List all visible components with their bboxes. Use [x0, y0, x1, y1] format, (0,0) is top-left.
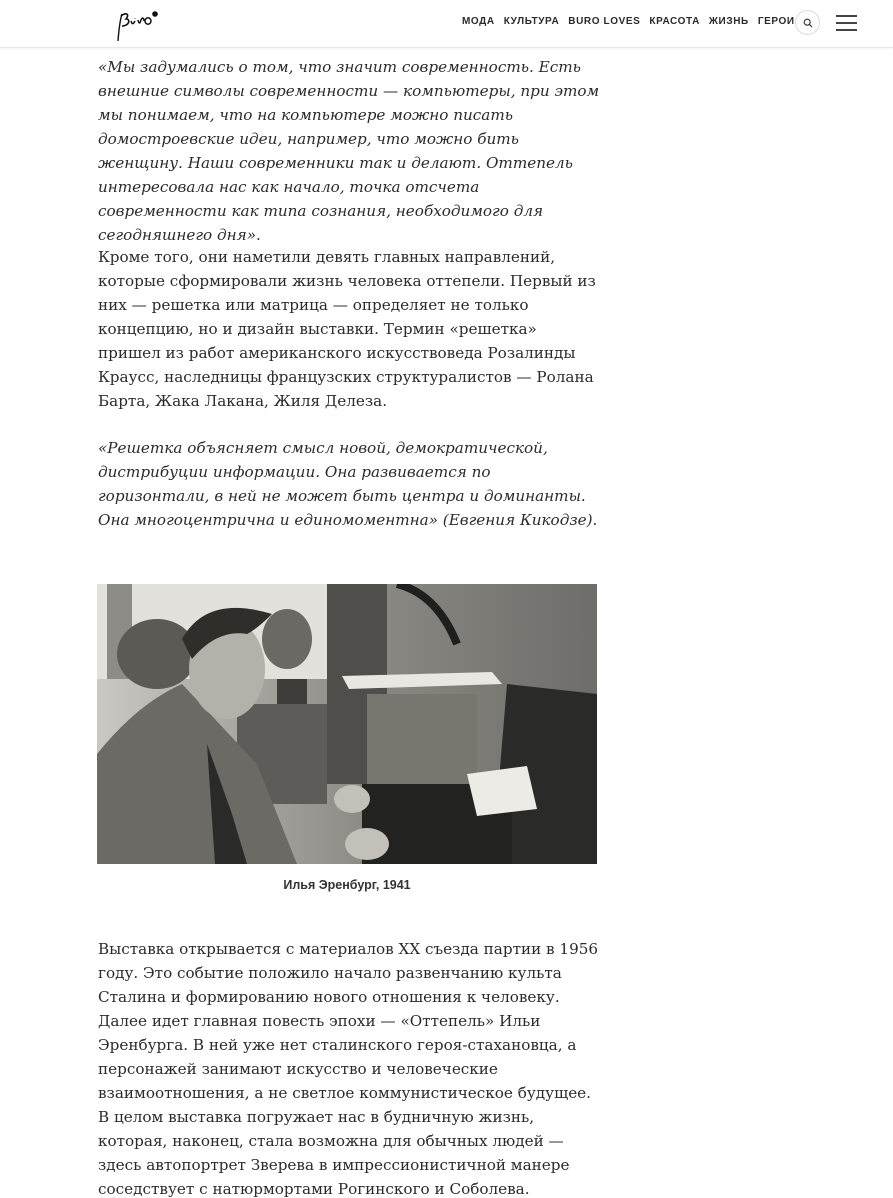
- body-paragraph: Выставка открывается с материалов XX съезда партии в 1956 году. Это событие положило начало развенчанию культа Сталина и формированию нового отношения к человеку. Далее идет главная повесть эпохи — «Оттепель» Ильи Эренбурга. В ней уже нет сталинского героя-стахановца, а персонажей занимают искусство и человеческие взаимоотношения, а не светлое коммунистическое будущее. В целом выставка погружает нас в будничную жизнь, которая, наконец, стала возможна для обычных людей — здесь автопортрет Зверева в импрессионистичной манере соседствует с натюрмортами Рогинского и Соболева.: [98, 940, 599, 1198]
- nav-item-moda[interactable]: МОДА: [462, 16, 495, 27]
- nav-item-geroi[interactable]: ГЕРОИ: [757, 16, 795, 27]
- nav-item-buro-loves[interactable]: BURO LOVES: [568, 16, 641, 27]
- body-paragraph: Кроме того, они наметили девять главных направлений, которые сформировали жизнь человека оттепели. Первый из них — решетка или матрица — определяет не только концепцию, но и дизайн выставки. Термин «решетка» пришел из работ американского искусствоведа Розалинды Краусс, наследницы французских структуралистов — Ролана Барта, Жака Лакана, Жиля Делеза.: [98, 248, 596, 410]
- quote-paragraph: «Решетка объясняет смысл новой, демократической, дистрибуции информации. Она развивается по горизонтали, в ней не может быть центра и доминанты. Она многоцентрична и единомоментна» (Евгения Кикодзе).: [98, 439, 598, 529]
- quote-paragraph: «Мы задумались о том, что значит современность. Есть внешние символы современности — компьютеры, при этом мы понимаем, что на компьютере можно писать домостроевские идеи, например, что можно бить женщину. Наши современники так и делают. Оттепель интересовала нас как начало, точка отсчета современности как типа сознания, необходимого для сегодняшнего дня».: [98, 58, 600, 244]
- nav-item-krasota[interactable]: КРАСОТА: [649, 16, 700, 27]
- article-photo: [97, 584, 597, 864]
- photo-illustration: [97, 584, 597, 864]
- main-nav: [462, 16, 804, 27]
- menu-line-icon: [836, 15, 857, 17]
- nav-item-zhizn[interactable]: ЖИЗНЬ: [708, 16, 749, 27]
- search-button[interactable]: [795, 10, 820, 35]
- buro-logo[interactable]: [114, 8, 162, 42]
- menu-line-icon: [836, 29, 857, 31]
- photo-caption: Илья Эренбург, 1941: [283, 878, 411, 892]
- logo-mark-icon: [114, 8, 162, 42]
- nav-item-kultura[interactable]: КУЛЬТУРА: [503, 16, 560, 27]
- menu-line-icon: [836, 22, 857, 24]
- hamburger-menu-button[interactable]: [836, 14, 857, 32]
- search-icon: [803, 18, 813, 28]
- site-header: [0, 0, 893, 48]
